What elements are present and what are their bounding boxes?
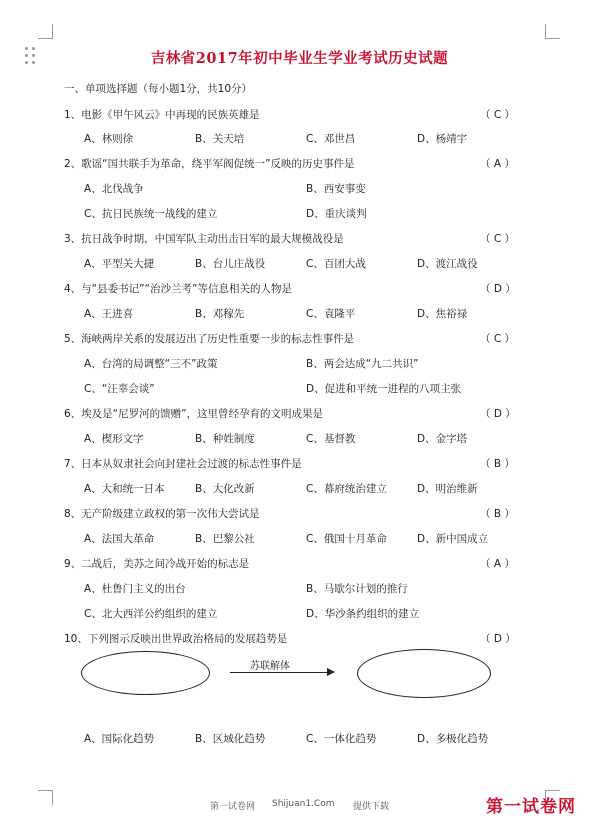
answer-6: （ D ） [480, 408, 516, 420]
option-10a: A、国际化趋势 [84, 733, 155, 745]
arrowhead-icon [327, 668, 335, 676]
answer-3: （ C ） [480, 233, 516, 245]
option-6c: C、基督教 [306, 433, 356, 445]
option-1c: C、邓世昌 [306, 133, 356, 145]
question-5: 5、海峡两岸关系的发展迈出了历史性重要一步的标志性事件是 [64, 333, 355, 345]
footer-download-text: 提供下载 [353, 802, 390, 812]
option-9d: D、华沙条约组织的建立 [306, 608, 420, 620]
option-4b: B、邓稼先 [195, 308, 245, 320]
option-5a: A、台湾的局调整“三不”政策 [84, 358, 218, 370]
question-1: 1、电影《甲午风云》中再现的民族英雄是 [64, 109, 260, 121]
option-1a: A、林则徐 [84, 133, 134, 145]
option-7d: D、明治维新 [417, 483, 478, 495]
answer-8: （ B ） [480, 508, 515, 520]
answer-7: （ B ） [480, 458, 515, 470]
question-6: 6、埃及是“尼罗河的馈赠”，这里曾经孕育的文明成果是 [64, 408, 324, 420]
option-2a: A、北伐战争 [84, 183, 144, 195]
diagram-arrow [230, 672, 329, 673]
question-9: 9、二战后，美苏之间冷战开始的标志是 [64, 558, 250, 570]
answer-1: （ C ） [480, 109, 516, 121]
option-1b: B、关天培 [195, 133, 245, 145]
crop-mark-top-right [545, 24, 560, 39]
option-2c: C、抗日民族统一战线的建立 [84, 208, 218, 220]
option-6d: D、金字塔 [417, 433, 468, 445]
option-6b: B、种姓制度 [195, 433, 255, 445]
option-5d: D、促进和平统一进程的八项主张 [306, 383, 462, 395]
option-9b: B、马歇尔计划的推行 [306, 583, 408, 595]
option-4c: C、袁隆平 [306, 308, 356, 320]
question-10: 10、下列图示反映出世界政治格局的发展趋势是 [64, 633, 288, 645]
diagram-right-oval [357, 649, 491, 698]
question-4: 4、与“县委书记”“治沙兰考”等信息相关的人物是 [64, 283, 292, 295]
option-4a: A、王进喜 [84, 308, 134, 320]
option-5c: C、“汪辜会谈” [84, 383, 155, 395]
option-7b: B、大化改新 [195, 483, 255, 495]
option-8c: C、俄国十月革命 [306, 533, 387, 545]
option-8a: A、法国大革命 [84, 533, 155, 545]
question-8: 8、无产阶级建立政权的第一次伟大尝试是 [64, 508, 260, 520]
diagram-left-oval [81, 651, 210, 695]
answer-9: （ A ） [480, 558, 515, 570]
option-7a: A、大和统一日本 [84, 483, 165, 495]
option-10c: C、一体化趋势 [306, 733, 377, 745]
page-title: 吉林省2017年初中毕业生学业考试历史试题 [150, 50, 449, 67]
option-2d: D、重庆谈判 [306, 208, 367, 220]
diagram-arrow-label: 苏联解体 [250, 661, 290, 672]
option-9c: C、北大西洋公约组织的建立 [84, 608, 218, 620]
section-heading: 一、单项选择题（每小题1分，共10分） [64, 83, 253, 95]
question-2: 2、歌谣“国共联手为革命，绕平军阀促统一”反映的历史事件是 [64, 158, 355, 170]
option-8b: B、巴黎公社 [195, 533, 255, 545]
answer-2: （ A ） [480, 158, 515, 170]
footer-site-url: Shijuan1.Com [272, 799, 335, 809]
answer-10: （ D ） [480, 633, 516, 645]
option-4d: D、焦裕禄 [417, 308, 468, 320]
option-3b: B、台儿庄战役 [195, 258, 266, 270]
answer-5: （ C ） [480, 333, 516, 345]
option-1d: D、杨靖宇 [417, 133, 468, 145]
option-2b: B、西安事变 [306, 183, 366, 195]
option-6a: A、楔形文字 [84, 433, 144, 445]
option-3d: D、渡江战役 [417, 258, 478, 270]
footer-site-name: 第一试卷网 [210, 802, 256, 812]
option-7c: C、幕府统治建立 [306, 483, 387, 495]
option-8d: D、新中国成立 [417, 533, 489, 545]
option-5b: B、两会达成“九二共识” [306, 358, 419, 370]
question-3: 3、抗日战争时期，中国军队主动出击日军的最大规模战役是 [64, 233, 344, 245]
option-10b: B、区域化趋势 [195, 733, 266, 745]
crop-mark-top-left [38, 24, 53, 39]
question-7: 7、日本从奴隶社会向封建社会过渡的标志性事件是 [64, 458, 302, 470]
answer-4: （ D ） [480, 283, 516, 295]
option-3c: C、百团大战 [306, 258, 366, 270]
option-3a: A、平型关大捷 [84, 258, 155, 270]
option-9a: A、杜鲁门主义的出台 [84, 583, 186, 595]
option-10d: D、多极化趋势 [417, 733, 489, 745]
brand-watermark: 第一试卷网 [486, 797, 576, 817]
crop-mark-bottom-left [38, 790, 53, 805]
